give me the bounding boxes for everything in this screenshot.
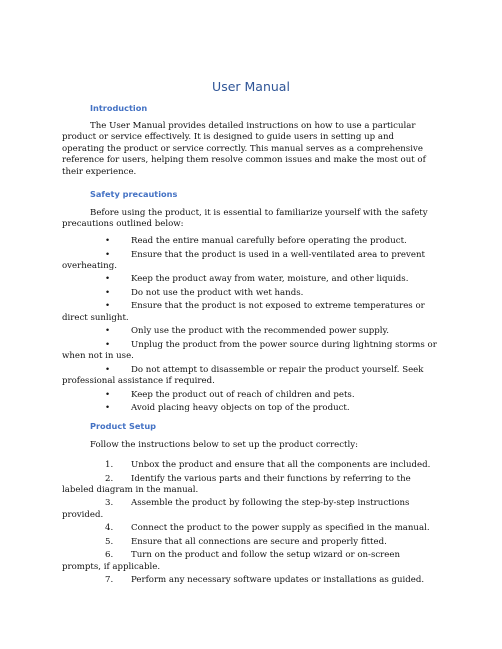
list-item	[62, 403, 438, 414]
step-number: 6.	[105, 550, 114, 561]
list-item	[62, 498, 438, 521]
list-item	[62, 236, 438, 247]
introduction-paragraph: The User Manual provides detailed instructions on how to use a particular product or service effectively. It is designed to guide users in setting up and operating the product or service correctly. This manual serves as a comprehensive reference for users, helping them resolve common issues and make the most out of their experience.	[62, 121, 426, 177]
bullet-icon: •	[105, 274, 111, 285]
bullet-icon: •	[105, 389, 111, 400]
bullet-icon: •	[105, 287, 111, 298]
list-item	[62, 537, 438, 548]
list-item	[62, 523, 438, 534]
list-item	[62, 474, 438, 497]
step-number: 1.	[105, 460, 114, 470]
list-item	[62, 301, 438, 324]
list-item-text: Turn on the product and follow the setup wizard or on-screen prompts, if applicable.	[62, 550, 400, 572]
safety-list	[62, 236, 438, 417]
list-item-text: Do not attempt to disassemble or repair the product yourself. Seek professional assistance if required.	[62, 364, 424, 387]
step-number: 3.	[105, 498, 114, 509]
list-item	[62, 575, 438, 586]
bullet-icon: •	[105, 301, 111, 312]
list-item	[62, 274, 438, 285]
list-item-text: Avoid placing heavy objects on top of the product.	[131, 403, 350, 414]
setup-steps-list	[62, 460, 438, 589]
list-item-text: Ensure that all connections are secure and properly fitted.	[131, 536, 387, 547]
list-item	[62, 550, 438, 573]
safety-intro-paragraph: Before using the product, it is essential to familiarize yourself with the safety precautions outlined below:	[62, 208, 428, 230]
list-item	[62, 340, 438, 363]
bullet-icon: •	[105, 249, 111, 260]
bullet-icon: •	[105, 339, 111, 350]
list-item-text: Assemble the product by following the step-by-step instructions provided.	[62, 498, 410, 520]
step-number: 5.	[105, 536, 114, 547]
list-item-text: Connect the product to the power supply as specified in the manual.	[131, 523, 430, 534]
step-number: 7.	[105, 575, 114, 586]
setup-intro-paragraph: Follow the instructions below to set up the product correctly:	[90, 440, 358, 450]
safety-heading: Safety precautions	[90, 189, 178, 199]
list-item-text: Keep the product away from water, moisture, and other liquids.	[131, 274, 409, 285]
bullet-icon: •	[105, 236, 111, 246]
bullet-icon: •	[105, 326, 111, 337]
list-item-text: Read the entire manual carefully before operating the product.	[131, 236, 407, 246]
list-item	[62, 365, 438, 388]
list-item	[62, 288, 438, 299]
list-item-text: Perform any necessary software updates or installations as guided.	[131, 575, 425, 586]
list-item-text: Keep the product out of reach of children and pets.	[131, 389, 355, 400]
bullet-icon: •	[105, 364, 111, 375]
bullet-icon: •	[105, 403, 111, 414]
list-item-text: Unplug the product from the power source during lightning storms or when not in use.	[62, 339, 437, 362]
step-number: 2.	[105, 473, 114, 484]
list-item	[62, 326, 438, 337]
list-item-text: Only use the product with the recommended power supply.	[131, 326, 389, 337]
list-item	[62, 390, 438, 401]
step-number: 4.	[105, 523, 114, 534]
list-item-text: Identify the various parts and their functions by referring to the labeled diagram in the manual.	[62, 473, 411, 495]
document-title: User Manual	[212, 79, 290, 94]
list-item-text: Unbox the product and ensure that all the components are included.	[131, 460, 431, 470]
list-item	[62, 250, 438, 273]
list-item	[62, 460, 438, 471]
introduction-heading: Introduction	[90, 103, 148, 113]
list-item-text: Do not use the product with wet hands.	[131, 287, 304, 298]
list-item-text: Ensure that the product is used in a well-ventilated area to prevent overheating.	[62, 249, 425, 271]
product-setup-heading: Product Setup	[90, 421, 157, 431]
list-item-text: Ensure that the product is not exposed to extreme temperatures or direct sunlight.	[62, 301, 425, 323]
